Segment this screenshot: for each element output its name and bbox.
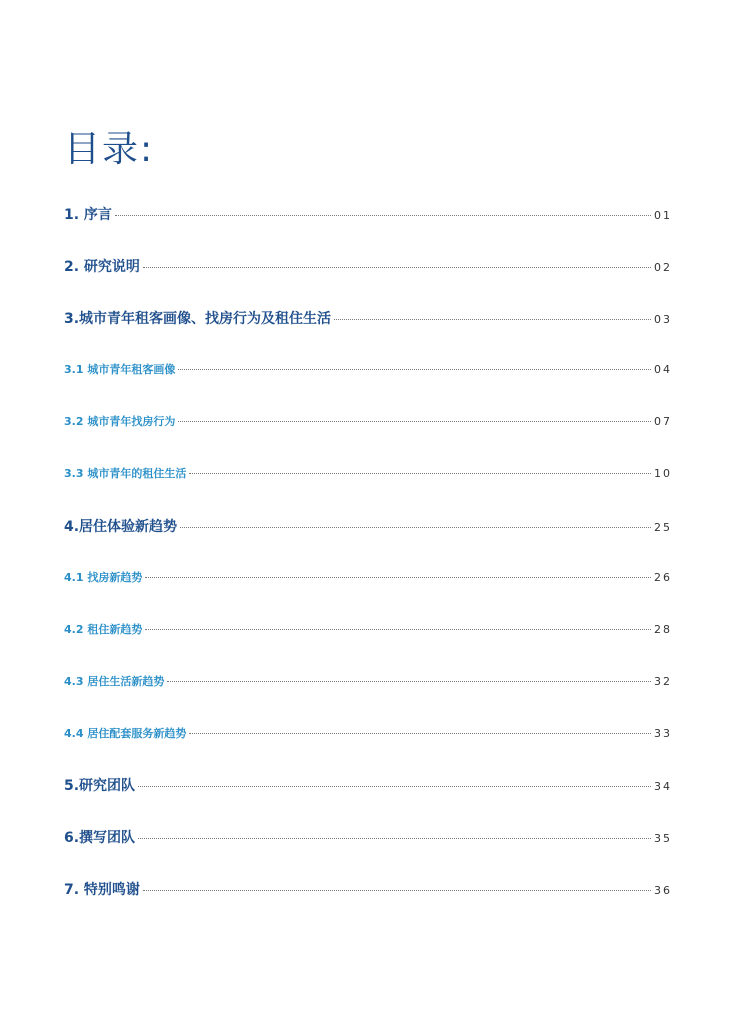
toc-page-number: 33: [654, 727, 672, 740]
toc-page-number: 34: [654, 780, 672, 793]
toc-entry-preface[interactable]: [64, 204, 670, 224]
toc-entry-writing-team[interactable]: [64, 827, 670, 847]
toc-page-number: 35: [654, 832, 672, 845]
toc-entry-acknowledgements[interactable]: [64, 879, 670, 899]
dot-leader: [189, 733, 651, 734]
toc-entry-label: 2. 研究说明: [64, 259, 140, 275]
toc-entry-label: 4.居住体验新趋势: [64, 519, 178, 535]
dot-leader: [189, 473, 651, 474]
toc-page-number: 36: [654, 884, 672, 897]
dot-leader: [145, 629, 651, 630]
toc-entry-label: 7. 特别鸣谢: [64, 882, 140, 898]
dot-leader: [138, 786, 651, 787]
toc-entry-4-3[interactable]: [64, 673, 670, 689]
toc-page-number: 02: [654, 261, 672, 274]
toc-page-number: 01: [654, 209, 672, 222]
toc-page-number: 03: [654, 313, 672, 326]
toc-entry-3-2[interactable]: [64, 413, 670, 429]
toc-entry-3-3[interactable]: [64, 465, 670, 481]
toc-page-number: 07: [654, 415, 672, 428]
toc-entry-chapter-3[interactable]: [64, 308, 670, 328]
dot-leader: [143, 267, 651, 268]
toc-entry-chapter-4[interactable]: [64, 516, 670, 536]
dot-leader: [145, 577, 651, 578]
toc-entry-3-1[interactable]: [64, 361, 670, 377]
toc-page-number: 25: [654, 521, 672, 534]
toc-entry-label: 5.研究团队: [64, 778, 136, 794]
toc-page-number: 10: [654, 467, 672, 480]
toc-page-number: 04: [654, 363, 672, 376]
toc-entry-label: 3.1 城市青年租客画像: [64, 363, 176, 376]
toc-entry-label: 3.城市青年租客画像、找房行为及租住生活: [64, 311, 332, 327]
dot-leader: [180, 527, 651, 528]
dot-leader: [143, 890, 651, 891]
dot-leader: [178, 369, 651, 370]
toc-entry-label: 1. 序言: [64, 207, 112, 223]
toc-page-number: 26: [654, 571, 672, 584]
dot-leader: [167, 681, 651, 682]
dot-leader: [115, 215, 651, 216]
toc-entry-label: 4.1 找房新趋势: [64, 571, 143, 584]
toc-entry-label: 3.3 城市青年的租住生活: [64, 467, 187, 480]
toc-page-number: 28: [654, 623, 672, 636]
dot-leader: [138, 838, 651, 839]
page-title: 目录:: [64, 129, 155, 171]
toc-entry-4-4[interactable]: [64, 725, 670, 741]
toc-entry-label: 4.3 居住生活新趋势: [64, 675, 165, 688]
toc-entry-4-1[interactable]: [64, 569, 670, 585]
dot-leader: [334, 319, 651, 320]
dot-leader: [178, 421, 651, 422]
toc-entry-research-team[interactable]: [64, 775, 670, 795]
toc-page-number: 32: [654, 675, 672, 688]
toc-entry-label: 3.2 城市青年找房行为: [64, 415, 176, 428]
toc-entry-research-notes[interactable]: [64, 256, 670, 276]
toc-entry-label: 4.4 居住配套服务新趋势: [64, 727, 187, 740]
toc-entry-label: 4.2 租住新趋势: [64, 623, 143, 636]
toc-entry-4-2[interactable]: [64, 621, 670, 637]
toc-entry-label: 6.撰写团队: [64, 830, 136, 846]
